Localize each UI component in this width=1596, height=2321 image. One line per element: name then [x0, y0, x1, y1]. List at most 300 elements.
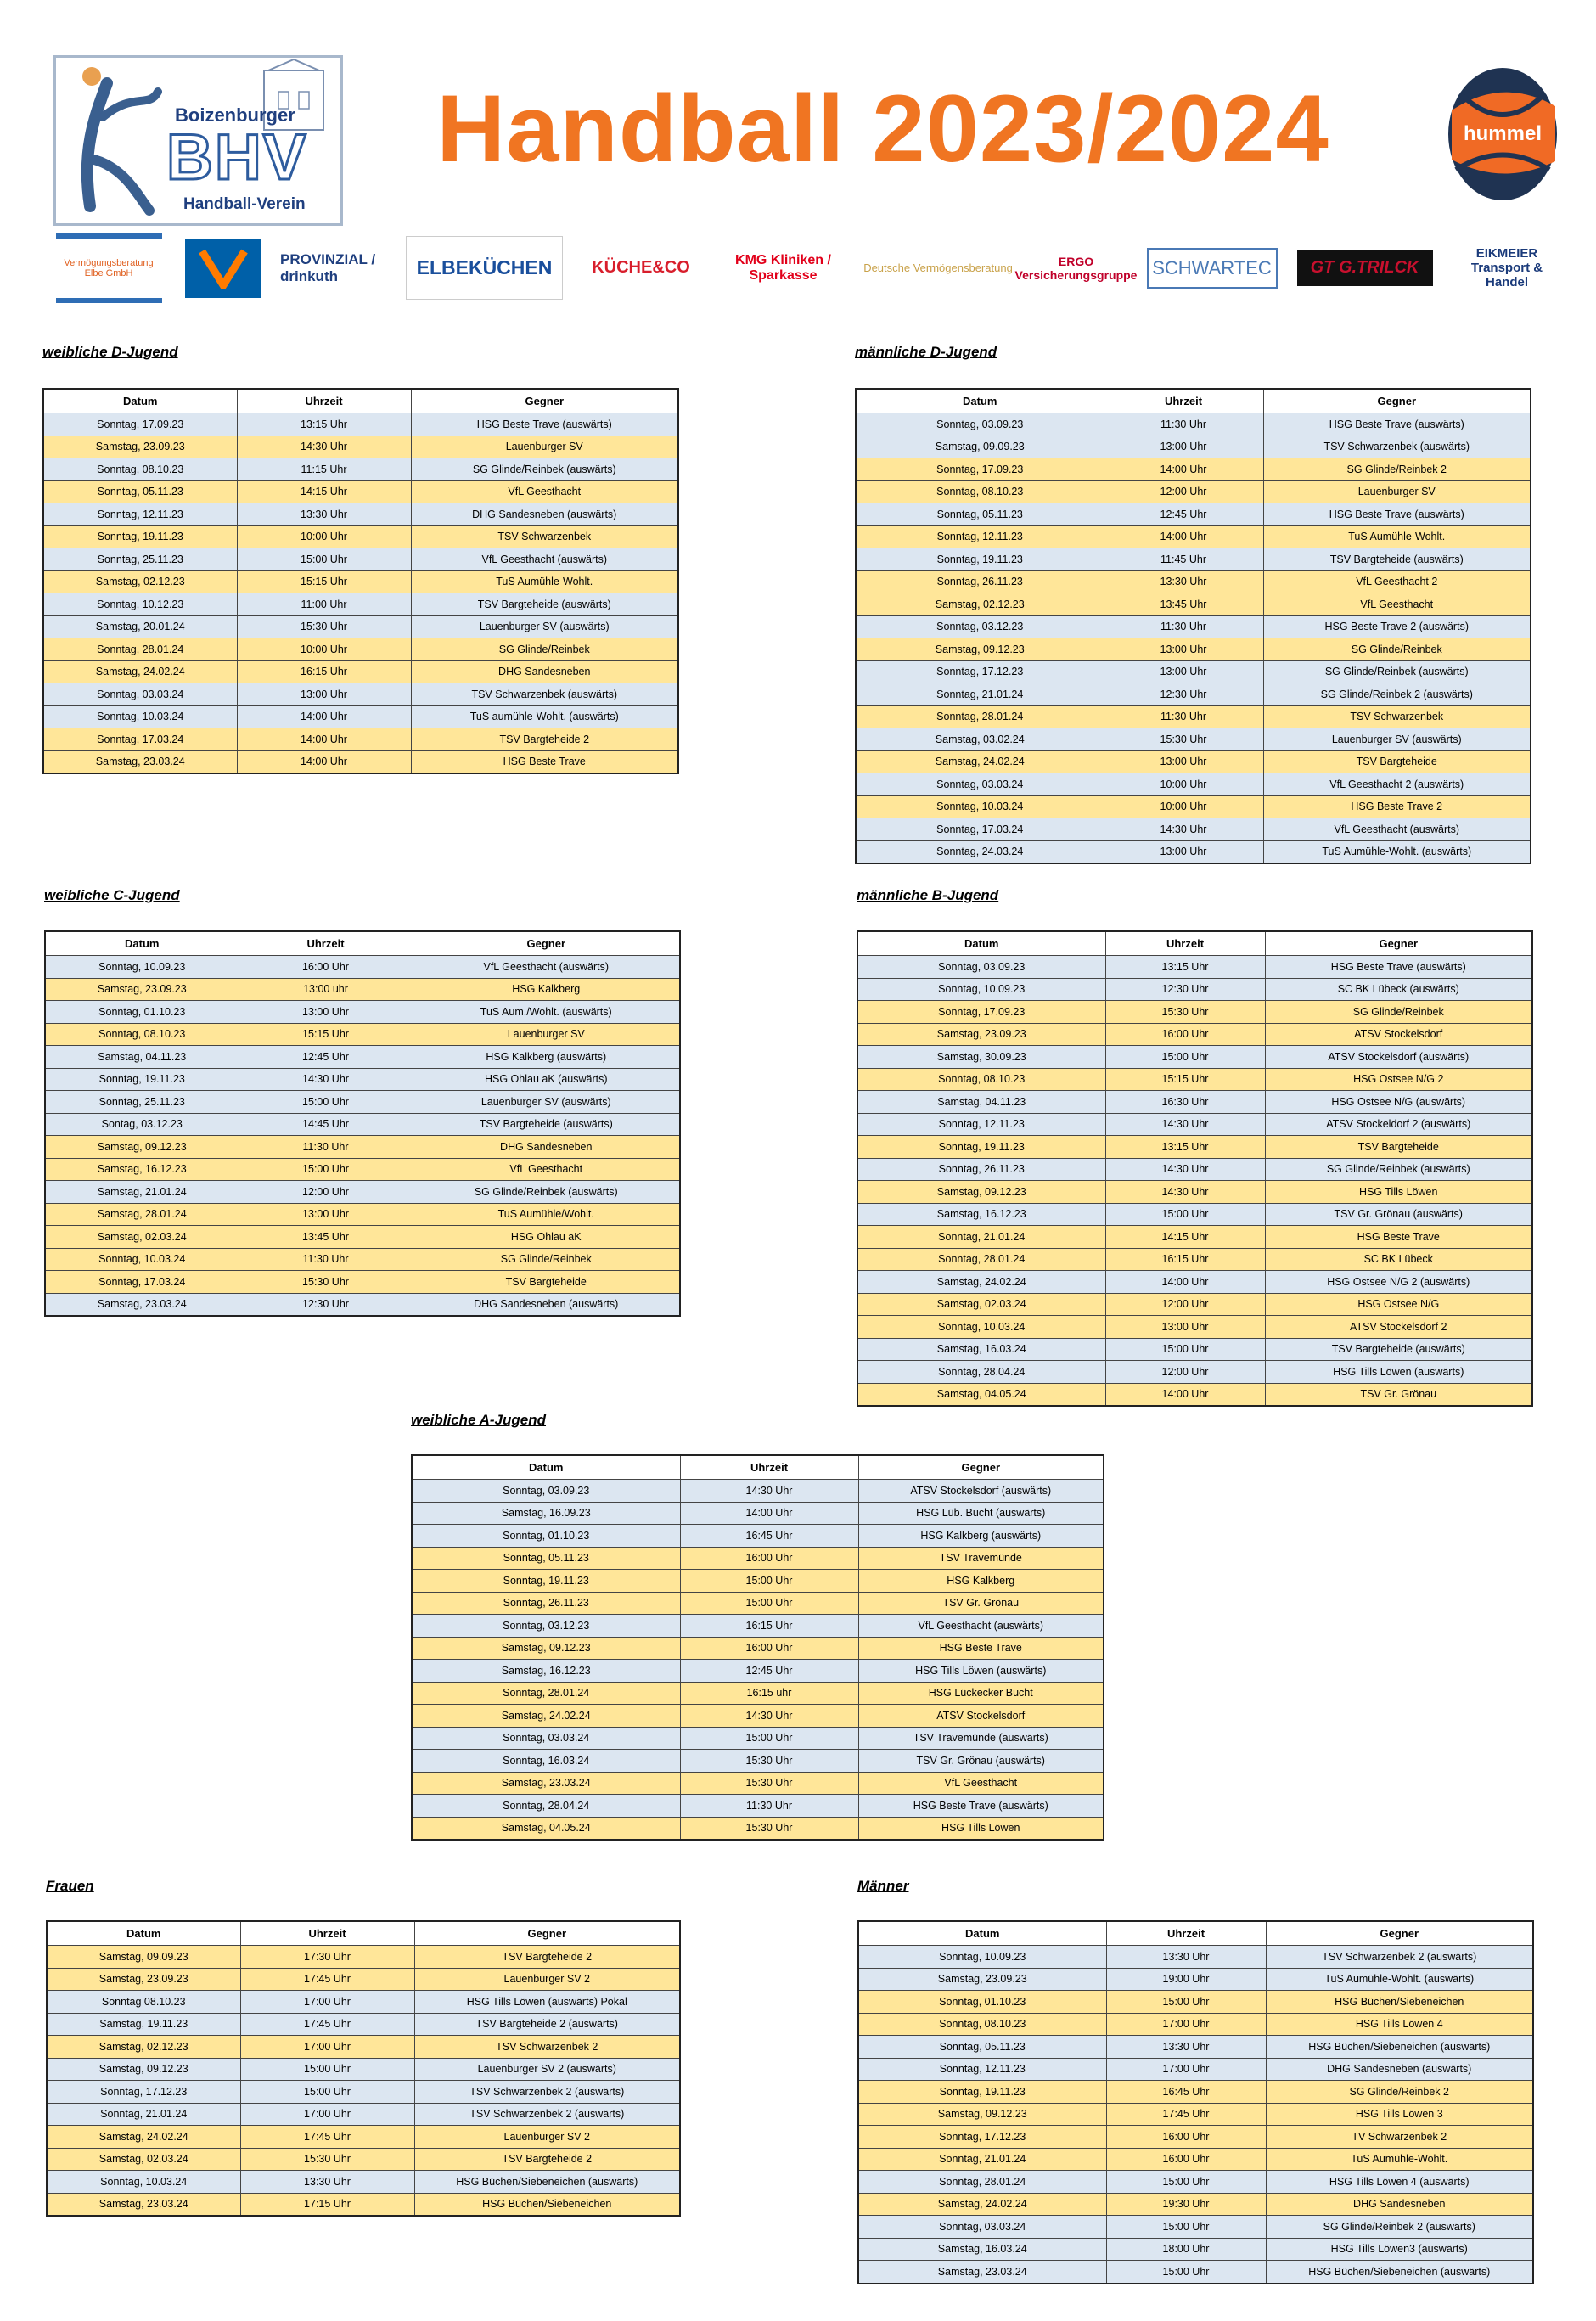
cell-date: Sonntag, 01.10.23 — [45, 1001, 239, 1024]
cell-date: Sonntag, 17.03.24 — [856, 818, 1104, 841]
cell-opponent: VfL Geesthacht — [413, 1158, 680, 1181]
cell-date: Sonntag, 10.03.24 — [856, 795, 1104, 818]
cell-time: 10:00 Uhr — [237, 638, 411, 661]
cell-time: 15:00 Uhr — [237, 548, 411, 571]
cell-time: 17:30 Uhr — [240, 1946, 414, 1969]
cell-opponent: TSV Gr. Grönau — [858, 1592, 1104, 1615]
cell-opponent: HSG Beste Trave (auswärts) — [1263, 413, 1531, 436]
cell-time: 14:30 Uhr — [239, 1068, 413, 1091]
table-row — [45, 1001, 680, 1024]
cell-opponent: ATSV Stockeldorf 2 (auswärts) — [1265, 1113, 1532, 1136]
table-row — [856, 570, 1531, 593]
table-row — [47, 2103, 680, 2126]
cell-date: Samstag, 23.03.24 — [858, 2261, 1106, 2284]
column-header-time: Uhrzeit — [1104, 389, 1263, 413]
cell-time: 12:45 Uhr — [1104, 503, 1263, 526]
table-row — [412, 1502, 1104, 1525]
table-row — [45, 1068, 680, 1091]
cell-date: Sonntag, 17.09.23 — [856, 458, 1104, 481]
cell-time: 15:00 Uhr — [680, 1592, 858, 1615]
table-row — [856, 480, 1531, 503]
cell-time: 16:00 Uhr — [680, 1637, 858, 1660]
table-row — [856, 436, 1531, 458]
cell-time: 16:45 Uhr — [680, 1525, 858, 1548]
cell-date: Sonntag, 08.10.23 — [856, 480, 1104, 503]
table-row — [45, 1023, 680, 1046]
cell-opponent: HSG Kalkberg — [413, 978, 680, 1001]
table-row — [43, 750, 678, 773]
cell-opponent: VfL Geesthacht (auswärts) — [1263, 818, 1531, 841]
column-header-date: Datum — [43, 389, 237, 413]
sponsor-vermoegensberatung: Vermögungsberatung Elbe GmbH — [53, 236, 164, 300]
cell-opponent: TSV Schwarzenbek (auswärts) — [411, 683, 678, 706]
cell-time: 13:45 Uhr — [1104, 593, 1263, 616]
cell-time: 13:00 Uhr — [1104, 750, 1263, 773]
cell-time: 15:30 Uhr — [239, 1271, 413, 1294]
cell-date: Sonntag, 12.11.23 — [856, 525, 1104, 548]
table-row — [47, 2058, 680, 2081]
cell-opponent: HSG Tills Löwen — [858, 1817, 1104, 1840]
cell-date: Sonntag, 10.03.24 — [43, 705, 237, 728]
column-header-opponent: Gegner — [413, 931, 680, 956]
table-row — [858, 1946, 1533, 1969]
cell-date: Sonntag, 17.09.23 — [857, 1001, 1105, 1024]
table-row — [45, 1248, 680, 1271]
cell-time: 15:15 Uhr — [239, 1023, 413, 1046]
cell-time: 14:00 Uhr — [1105, 1383, 1265, 1406]
cell-date: Sonntag, 21.01.24 — [857, 1226, 1105, 1249]
cell-date: Sonntag, 19.11.23 — [45, 1068, 239, 1091]
cell-date: Sonntag, 05.11.23 — [858, 2036, 1106, 2059]
table-row — [856, 593, 1531, 616]
cell-date: Sonntag, 12.11.23 — [43, 503, 237, 526]
schedule-table-wc — [44, 930, 681, 1317]
cell-date: Samstag, 03.02.24 — [856, 728, 1104, 751]
logo-bottom-text: Handball-Verein — [183, 195, 306, 213]
cell-opponent: HSG Tills Löwen 4 (auswärts) — [1266, 2171, 1533, 2194]
cell-time: 13:00 Uhr — [237, 683, 411, 706]
cell-opponent: SC BK Lübeck (auswärts) — [1265, 978, 1532, 1001]
column-header-opponent: Gegner — [858, 1455, 1104, 1480]
cell-opponent: HSG Ostsee N/G (auswärts) — [1265, 1091, 1532, 1114]
cell-time: 19:30 Uhr — [1106, 2193, 1266, 2216]
cell-time: 11:30 Uhr — [680, 1795, 858, 1818]
sponsor-provinzial: PROVINZIAL / drinkuth — [280, 250, 376, 284]
cell-date: Samstag, 04.05.24 — [857, 1383, 1105, 1406]
cell-time: 16:15 Uhr — [1105, 1248, 1265, 1271]
cell-date: Sonntag 08.10.23 — [47, 1991, 240, 2014]
cell-date: Samstag, 23.03.24 — [412, 1772, 680, 1795]
table-row — [45, 1158, 680, 1181]
cell-time: 16:45 Uhr — [1106, 2081, 1266, 2104]
column-header-time: Uhrzeit — [237, 389, 411, 413]
cell-date: Sonntag, 26.11.23 — [857, 1158, 1105, 1181]
cell-time: 13:00 Uhr — [239, 1203, 413, 1226]
cell-date: Sonntag, 01.10.23 — [412, 1525, 680, 1548]
cell-time: 15:30 Uhr — [680, 1772, 858, 1795]
cell-date: Samstag, 09.09.23 — [856, 436, 1104, 458]
cell-time: 14:15 Uhr — [237, 480, 411, 503]
cell-opponent: TSV Bargteheide (auswärts) — [1265, 1338, 1532, 1361]
cell-date: Samstag, 24.02.24 — [856, 750, 1104, 773]
cell-opponent: ATSV Stockelsdorf — [858, 1705, 1104, 1728]
cell-time: 12:30 Uhr — [239, 1293, 413, 1316]
cell-opponent: DHG Sandesneben (auswärts) — [1266, 2058, 1533, 2081]
sponsor-deutsche-vermoegensberatung: Deutsche Vermögensberatung — [863, 261, 1013, 274]
table-row — [857, 1361, 1532, 1384]
table-row — [412, 1795, 1104, 1818]
cell-time: 11:45 Uhr — [1104, 548, 1263, 571]
cell-date: Sonntag, 19.11.23 — [858, 2081, 1106, 2104]
cell-opponent: HSG Beste Trave — [858, 1637, 1104, 1660]
sponsor-trilck: GT G.TRILCK — [1295, 236, 1435, 300]
cell-date: Samstag, 09.12.23 — [856, 638, 1104, 661]
table-row — [47, 2013, 680, 2036]
table-row — [43, 413, 678, 436]
table-row — [856, 818, 1531, 841]
cell-date: Samstag, 02.03.24 — [857, 1293, 1105, 1316]
cell-time: 13:15 Uhr — [1105, 956, 1265, 979]
table-row — [45, 1293, 680, 1316]
cell-opponent: HSG Beste Trave (auswärts) — [1265, 956, 1532, 979]
column-header-date: Datum — [47, 1921, 240, 1946]
cell-time: 15:00 Uhr — [239, 1158, 413, 1181]
cell-opponent: TSV Gr. Grönau — [1265, 1383, 1532, 1406]
cell-opponent: TSV Schwarzenbek 2 (auswärts) — [414, 2103, 680, 2126]
cell-opponent: Lauenburger SV 2 — [414, 1968, 680, 1991]
cell-opponent: HSG Büchen/Siebeneichen — [414, 2193, 680, 2216]
cell-opponent: TSV Bargteheide 2 (auswärts) — [414, 2013, 680, 2036]
cell-time: 15:00 Uhr — [1106, 2171, 1266, 2194]
cell-time: 10:00 Uhr — [237, 525, 411, 548]
table-row — [47, 1946, 680, 1969]
cell-date: Sonntag, 08.10.23 — [858, 2013, 1106, 2036]
table-row — [858, 2171, 1533, 2194]
cell-time: 13:30 Uhr — [237, 503, 411, 526]
column-header-date: Datum — [856, 389, 1104, 413]
logo-main-text: BHV — [166, 121, 308, 194]
cell-date: Samstag, 02.12.23 — [856, 593, 1104, 616]
cell-opponent: SG Glinde/Reinbek 2 — [1266, 2081, 1533, 2104]
cell-date: Samstag, 02.03.24 — [47, 2148, 240, 2171]
cell-opponent: HSG Beste Trave (auswärts) — [858, 1795, 1104, 1818]
cell-date: Samstag, 16.09.23 — [412, 1502, 680, 1525]
cell-date: Sonntag, 28.01.24 — [856, 705, 1104, 728]
cell-date: Sonntag, 10.12.23 — [43, 593, 237, 616]
table-row — [412, 1525, 1104, 1548]
table-row — [856, 525, 1531, 548]
cell-time: 14:30 Uhr — [1105, 1158, 1265, 1181]
cell-date: Sonntag, 28.01.24 — [43, 638, 237, 661]
table-row — [858, 1991, 1533, 2014]
cell-time: 13:00 Uhr — [1104, 840, 1263, 863]
cell-time: 16:00 Uhr — [1106, 2148, 1266, 2171]
cell-time: 14:30 Uhr — [1105, 1113, 1265, 1136]
cell-date: Sonntag, 08.10.23 — [45, 1023, 239, 1046]
cell-opponent: TSV Bargteheide 2 — [414, 1946, 680, 1969]
table-row — [858, 2036, 1533, 2059]
table-row — [412, 1637, 1104, 1660]
cell-date: Samstag, 30.09.23 — [857, 1046, 1105, 1069]
cell-date: Sonntag, 25.11.23 — [43, 548, 237, 571]
cell-date: Sonntag, 05.11.23 — [43, 480, 237, 503]
cell-date: Samstag, 19.11.23 — [47, 2013, 240, 2036]
logo-top-text: Boizenburger — [175, 104, 295, 126]
cell-time: 14:00 Uhr — [1104, 525, 1263, 548]
cell-opponent: HSG Büchen/Siebeneichen (auswärts) — [414, 2171, 680, 2194]
cell-date: Sonntag, 12.11.23 — [858, 2058, 1106, 2081]
cell-time: 11:30 Uhr — [1104, 413, 1263, 436]
cell-opponent: Lauenburger SV — [1263, 480, 1531, 503]
cell-opponent: VfL Geesthacht (auswärts) — [411, 548, 678, 571]
cell-time: 15:30 Uhr — [237, 615, 411, 638]
table-row — [45, 1091, 680, 1114]
cell-time: 18:00 Uhr — [1106, 2238, 1266, 2261]
cell-time: 14:00 Uhr — [1104, 458, 1263, 481]
column-header-time: Uhrzeit — [680, 1455, 858, 1480]
cell-opponent: VfL Geesthacht (auswärts) — [858, 1615, 1104, 1638]
cell-opponent: VfL Geesthacht — [858, 1772, 1104, 1795]
cell-time: 19:00 Uhr — [1106, 1968, 1266, 1991]
table-row — [43, 570, 678, 593]
cell-opponent: HSG Ohlau aK (auswärts) — [413, 1068, 680, 1091]
cell-time: 15:00 Uhr — [1106, 1991, 1266, 2014]
cell-date: Sonntag, 26.11.23 — [856, 570, 1104, 593]
cell-opponent: TuS Aumühle-Wohlt. — [1266, 2148, 1533, 2171]
cell-opponent: VfL Geesthacht — [411, 480, 678, 503]
table-row — [856, 683, 1531, 706]
column-header-date: Datum — [857, 931, 1105, 956]
cell-opponent: TSV Gr. Grönau (auswärts) — [1265, 1203, 1532, 1226]
table-row — [857, 1316, 1532, 1339]
cell-time: 17:45 Uhr — [240, 1968, 414, 1991]
cell-opponent: Lauenburger SV (auswärts) — [1263, 728, 1531, 751]
table-row — [858, 2013, 1533, 2036]
cell-time: 12:00 Uhr — [1104, 480, 1263, 503]
table-row — [43, 480, 678, 503]
table-row — [856, 773, 1531, 796]
section-title-mn: Männer — [857, 1878, 909, 1894]
column-header-date: Datum — [858, 1921, 1106, 1946]
cell-time: 16:15 Uhr — [680, 1615, 858, 1638]
table-row — [412, 1772, 1104, 1795]
cell-time: 13:15 Uhr — [1105, 1136, 1265, 1159]
cell-time: 16:00 Uhr — [239, 956, 413, 979]
cell-date: Sonntag, 03.03.24 — [43, 683, 237, 706]
cell-opponent: Lauenburger SV 2 — [414, 2126, 680, 2149]
cell-time: 13:00 Uhr — [1104, 436, 1263, 458]
cell-date: Sonntag, 17.12.23 — [47, 2081, 240, 2104]
cell-opponent: TSV Gr. Grönau (auswärts) — [858, 1750, 1104, 1773]
column-header-opponent: Gegner — [411, 389, 678, 413]
column-header-opponent: Gegner — [1263, 389, 1531, 413]
table-row — [858, 2216, 1533, 2239]
cell-date: Sonntag, 05.11.23 — [856, 503, 1104, 526]
cell-opponent: SG Glinde/Reinbek 2 (auswärts) — [1263, 683, 1531, 706]
cell-opponent: Lauenburger SV — [411, 436, 678, 458]
table-row — [45, 956, 680, 979]
handball-icon — [1443, 59, 1562, 208]
cell-date: Sonntag, 03.09.23 — [856, 413, 1104, 436]
table-row — [412, 1817, 1104, 1840]
cell-date: Samstag, 09.09.23 — [47, 1946, 240, 1969]
cell-opponent: TuS Aumühle-Wohlt. — [1263, 525, 1531, 548]
cell-time: 13:00 Uhr — [239, 1001, 413, 1024]
cell-time: 15:00 Uhr — [680, 1570, 858, 1593]
cell-date: Samstag, 09.12.23 — [857, 1181, 1105, 1204]
table-row — [857, 1068, 1532, 1091]
cell-date: Sonntag, 25.11.23 — [45, 1091, 239, 1114]
cell-date: Sonntag, 28.01.24 — [412, 1682, 680, 1705]
cell-time: 12:30 Uhr — [1104, 683, 1263, 706]
table-row — [412, 1547, 1104, 1570]
cell-date: Sonntag, 21.01.24 — [856, 683, 1104, 706]
cell-date: Samstag, 09.12.23 — [45, 1136, 239, 1159]
cell-date: Samstag, 20.01.24 — [43, 615, 237, 638]
schedule-table-mn — [857, 1920, 1534, 2284]
cell-time: 12:30 Uhr — [1105, 978, 1265, 1001]
cell-time: 17:00 Uhr — [240, 2103, 414, 2126]
table-row — [412, 1705, 1104, 1728]
table-row — [856, 638, 1531, 661]
cell-time: 17:45 Uhr — [240, 2013, 414, 2036]
table-row — [43, 728, 678, 751]
table-row — [858, 2238, 1533, 2261]
cell-time: 14:45 Uhr — [239, 1113, 413, 1136]
cell-opponent: Lauenburger SV — [413, 1023, 680, 1046]
cell-time: 14:00 Uhr — [680, 1502, 858, 1525]
table-row — [43, 705, 678, 728]
table-row — [856, 548, 1531, 571]
sponsor-schwartec: SCHWARTEC — [1146, 236, 1278, 300]
table-row — [412, 1615, 1104, 1638]
cell-opponent: SG Glinde/Reinbek — [1265, 1001, 1532, 1024]
cell-time: 16:30 Uhr — [1105, 1091, 1265, 1114]
cell-date: Samstag, 23.03.24 — [43, 750, 237, 773]
cell-time: 12:00 Uhr — [1105, 1293, 1265, 1316]
cell-opponent: ATSV Stockelsdorf (auswärts) — [1265, 1046, 1532, 1069]
cell-date: Sonntag, 17.03.24 — [45, 1271, 239, 1294]
cell-date: Samstag, 09.12.23 — [858, 2103, 1106, 2126]
cell-date: Samstag, 21.01.24 — [45, 1181, 239, 1204]
club-logo — [53, 55, 343, 226]
cell-time: 17:00 Uhr — [1106, 2058, 1266, 2081]
table-row — [856, 413, 1531, 436]
cell-time: 16:15 uhr — [680, 1682, 858, 1705]
sponsor-kueche-co: KÜCHE&CO — [592, 258, 690, 277]
table-row — [857, 1158, 1532, 1181]
table-row — [858, 1968, 1533, 1991]
cell-time: 13:30 Uhr — [1104, 570, 1263, 593]
table-row — [43, 548, 678, 571]
table-row — [856, 458, 1531, 481]
cell-date: Samstag, 24.02.24 — [858, 2193, 1106, 2216]
cell-opponent: TuS Aumühle-Wohlt. — [411, 570, 678, 593]
table-row — [45, 1271, 680, 1294]
column-header-opponent: Gegner — [1265, 931, 1532, 956]
cell-date: Sonntag, 19.11.23 — [856, 548, 1104, 571]
cell-time: 17:00 Uhr — [240, 2036, 414, 2059]
table-row — [856, 503, 1531, 526]
schedule-table-wd — [42, 388, 679, 774]
table-row — [47, 1968, 680, 1991]
cell-opponent: SG Glinde/Reinbek (auswärts) — [1265, 1158, 1532, 1181]
column-header-time: Uhrzeit — [1106, 1921, 1266, 1946]
cell-date: Sonntag, 10.09.23 — [45, 956, 239, 979]
cell-time: 15:30 Uhr — [680, 1817, 858, 1840]
cell-opponent: TuS Aumühle/Wohlt. — [413, 1203, 680, 1226]
cell-opponent: TSV Bargteheide — [1265, 1136, 1532, 1159]
cell-opponent: TSV Schwarzenbek — [411, 525, 678, 548]
cell-opponent: DHG Sandesneben — [413, 1136, 680, 1159]
cell-opponent: HSG Ostsee N/G 2 — [1265, 1068, 1532, 1091]
schedule-table-fr — [46, 1920, 681, 2217]
cell-date: Samstag, 16.12.23 — [857, 1203, 1105, 1226]
cell-date: Sonntag, 08.10.23 — [857, 1068, 1105, 1091]
schedule-table-md — [855, 388, 1531, 864]
cell-opponent: SG Glinde/Reinbek — [411, 638, 678, 661]
cell-date: Sonntag, 16.03.24 — [412, 1750, 680, 1773]
table-row — [412, 1727, 1104, 1750]
cell-time: 14:00 Uhr — [237, 705, 411, 728]
cell-opponent: HSG Ostsee N/G 2 (auswärts) — [1265, 1271, 1532, 1294]
column-header-time: Uhrzeit — [240, 1921, 414, 1946]
table-row — [43, 503, 678, 526]
cell-date: Samstag, 16.03.24 — [857, 1338, 1105, 1361]
cell-opponent: ATSV Stockelsdorf — [1265, 1023, 1532, 1046]
cell-time: 17:45 Uhr — [240, 2126, 414, 2149]
cell-time: 14:30 Uhr — [237, 436, 411, 458]
cell-opponent: TSV Schwarzenbek 2 — [414, 2036, 680, 2059]
cell-time: 15:30 Uhr — [1104, 728, 1263, 751]
cell-opponent: HSG Tills Löwen (auswärts) — [858, 1660, 1104, 1683]
cell-time: 10:00 Uhr — [1104, 795, 1263, 818]
cell-date: Samstag, 23.09.23 — [45, 978, 239, 1001]
section-title-md: männliche D-Jugend — [855, 344, 997, 360]
cell-date: Sonntag, 03.12.23 — [856, 615, 1104, 638]
ball-brand-text: hummel — [1463, 122, 1543, 145]
cell-opponent: TSV Bargteheide (auswärts) — [1263, 548, 1531, 571]
table-row — [412, 1570, 1104, 1593]
cell-date: Sonntag, 28.04.24 — [412, 1795, 680, 1818]
table-row — [412, 1660, 1104, 1683]
cell-time: 14:00 Uhr — [237, 728, 411, 751]
cell-opponent: TuS aumühle-Wohlt. (auswärts) — [411, 705, 678, 728]
cell-time: 13:00 Uhr — [1104, 638, 1263, 661]
cell-date: Sonntag, 10.03.24 — [45, 1248, 239, 1271]
cell-date: Samstag, 24.02.24 — [43, 660, 237, 683]
cell-date: Sonntag, 21.01.24 — [858, 2148, 1106, 2171]
table-row — [47, 2171, 680, 2194]
table-row — [43, 683, 678, 706]
cell-opponent: HSG Ohlau aK — [413, 1226, 680, 1249]
cell-time: 15:00 Uhr — [1105, 1203, 1265, 1226]
cell-time: 14:15 Uhr — [1105, 1226, 1265, 1249]
cell-date: Sonntag, 17.12.23 — [858, 2126, 1106, 2149]
sponsor-sparkasse: KMG Kliniken / Sparkasse — [735, 252, 831, 283]
cell-date: Samstag, 23.03.24 — [45, 1293, 239, 1316]
cell-opponent: ATSV Stockelsdorf 2 — [1265, 1316, 1532, 1339]
cell-time: 15:00 Uhr — [1106, 2216, 1266, 2239]
cell-opponent: TSV Bargteheide — [1263, 750, 1531, 773]
cell-date: Sonntag, 21.01.24 — [47, 2103, 240, 2126]
cell-opponent: Lauenburger SV (auswärts) — [411, 615, 678, 638]
cell-date: Samstag, 23.03.24 — [47, 2193, 240, 2216]
cell-date: Sonntag, 17.12.23 — [856, 660, 1104, 683]
cell-date: Sonntag, 10.09.23 — [857, 978, 1105, 1001]
cell-date: Sonntag, 03.12.23 — [412, 1615, 680, 1638]
cell-opponent: TSV Bargteheide (auswärts) — [411, 593, 678, 616]
